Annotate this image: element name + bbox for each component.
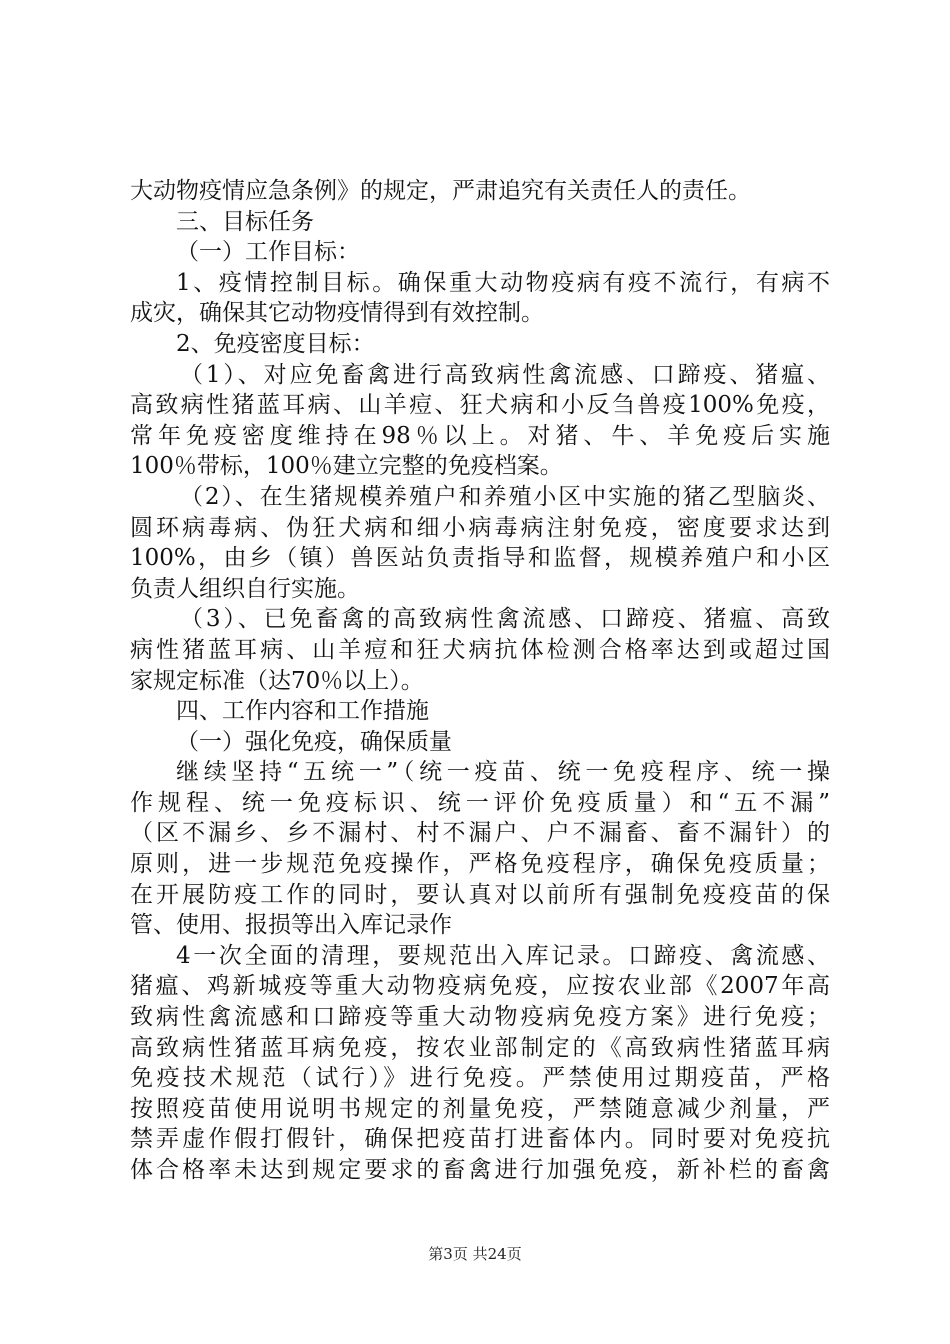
text-line: 高致病性猪蓝耳病免疫，按农业部制定的《高致病性猪蓝耳病 bbox=[130, 1034, 830, 1061]
text-line: 负责人组织自行实施。 bbox=[130, 575, 360, 602]
text-line: 在开展防疫工作的同时，要认真对以前所有强制免疫疫苗的保 bbox=[130, 881, 830, 908]
text-line: 猪瘟、鸡新城疫等重大动物疫病免疫，应按农业部《2007年高 bbox=[130, 973, 830, 1000]
page-number-footer: 第3页 共24页 bbox=[428, 1245, 522, 1263]
document-body bbox=[130, 176, 830, 1186]
text-line: 4一次全面的清理，要规范出入库记录。口蹄疫、禽流感、 bbox=[176, 942, 830, 969]
text-line: 体合格率未达到规定要求的畜禽进行加强免疫，新补栏的畜禽 bbox=[130, 1157, 830, 1183]
text-line: 成灾，确保其它动物疫情得到有效控制。 bbox=[130, 300, 544, 327]
section-heading: 三、目标任务 bbox=[176, 208, 314, 235]
text-line: 2、免疫密度目标： bbox=[176, 330, 375, 357]
text-line: 家规定标准（达70％以上）。 bbox=[130, 667, 424, 694]
text-line: 作规程、统一免疫标识、统一评价免疫质量）和“五不漏” bbox=[130, 789, 830, 816]
subsection-heading: （一）强化免疫，确保质量 bbox=[176, 728, 452, 755]
text-line: （区不漏乡、乡不漏村、村不漏户、户不漏畜、畜不漏针）的 bbox=[130, 820, 830, 847]
text-line: 100％带标，100％建立完整的免疫档案。 bbox=[130, 453, 563, 480]
text-line: 免疫技术规范（试行）》进行免疫。严禁使用过期疫苗，严格 bbox=[130, 1065, 830, 1092]
text-line: 病性猪蓝耳病、山羊痘和狂犬病抗体检测合格率达到或超过国 bbox=[130, 636, 830, 663]
text-line: 致病性禽流感和口蹄疫等重大动物疫病免疫方案》进行免疫； bbox=[130, 1004, 830, 1031]
text-line: （1）、对应免畜禽进行高致病性禽流感、口蹄疫、猪瘟、 bbox=[180, 361, 830, 388]
text-line: 1、疫情控制目标。确保重大动物疫病有疫不流行，有病不 bbox=[176, 269, 830, 296]
text-line: 按照疫苗使用说明书规定的剂量免疫，严禁随意减少剂量，严 bbox=[130, 1095, 830, 1122]
section-heading: 四、工作内容和工作措施 bbox=[176, 698, 429, 725]
text-line: 常年免疫密度维持在98％以上。对猪、牛、羊免疫后实施 bbox=[130, 422, 830, 449]
text-line: 继续坚持“五统一”（统一疫苗、统一免疫程序、统一操 bbox=[176, 759, 830, 786]
text-line: 大动物疫情应急条例》的规定，严肃追究有关责任人的责任。 bbox=[130, 178, 751, 204]
text-line: 圆环病毒病、伪狂犬病和细小病毒病注射免疫，密度要求达到 bbox=[130, 514, 830, 541]
text-line: 高致病性猪蓝耳病、山羊痘、狂犬病和小反刍兽疫100%免疫， bbox=[130, 392, 830, 419]
subsection-heading: （一）工作目标： bbox=[176, 239, 360, 266]
text-line: （3）、已免畜禽的高致病性禽流感、口蹄疫、猪瘟、高致 bbox=[180, 606, 830, 633]
text-line: （2）、在生猪规模养殖户和养殖小区中实施的猪乙型脑炎、 bbox=[180, 483, 830, 510]
text-line: 原则，进一步规范免疫操作，严格免疫程序，确保免疫质量； bbox=[130, 851, 830, 878]
text-line: 100%，由乡（镇）兽医站负责指导和监督，规模养殖户和小区 bbox=[130, 545, 830, 572]
text-line: 管、使用、报损等出入库记录作 bbox=[130, 912, 452, 939]
text-line: 禁弄虚作假打假针，确保把疫苗打进畜体内。同时要对免疫抗 bbox=[130, 1126, 830, 1153]
